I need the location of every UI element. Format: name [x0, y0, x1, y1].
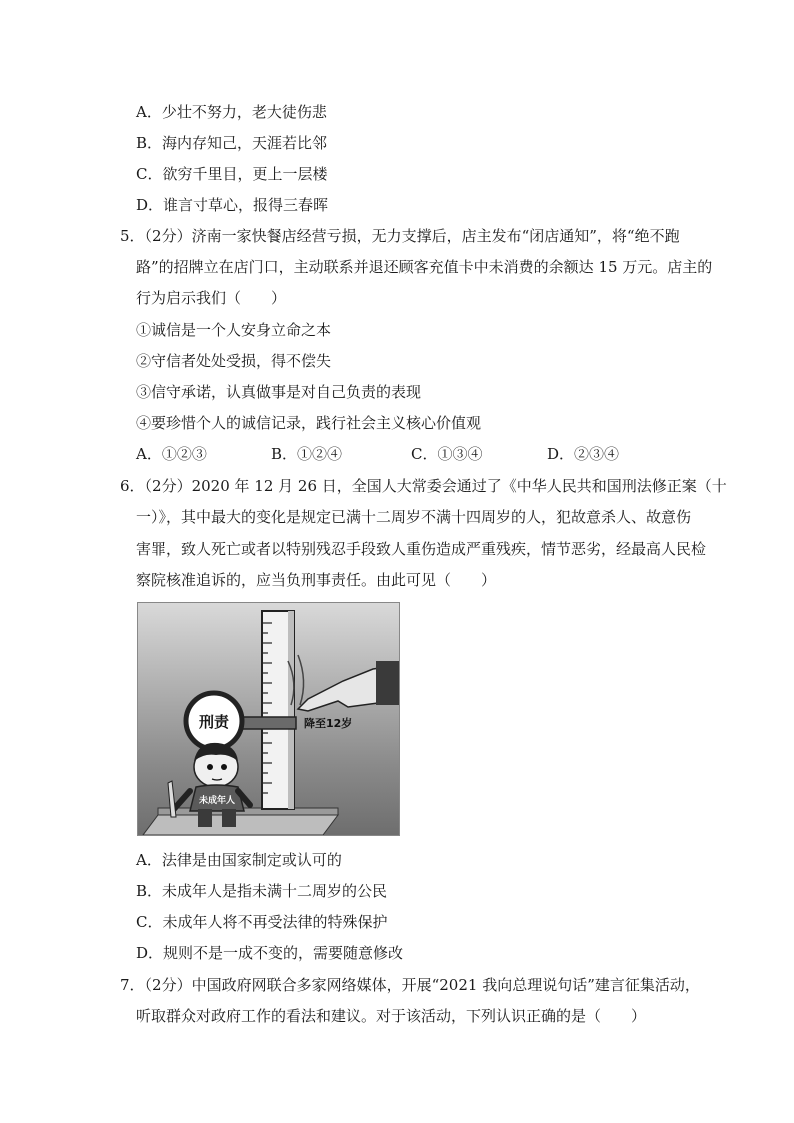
q5-option-a: A．①②③	[136, 445, 207, 463]
q7-stem-line-2: 听取群众对政府工作的看法和建议。对于该活动，下列认识正确的是（ ）	[136, 1007, 647, 1025]
badge-label: 刑责	[198, 713, 230, 731]
q5-stem-line-1: 5．（2分）济南一家快餐店经营亏损，无力支撑后，店主发布“闭店通知”，将“绝不跑	[120, 227, 680, 245]
shirt-label: 未成年人	[198, 796, 236, 806]
q7-stem-line-1: 7．（2分）中国政府网联合多家网络媒体，开展“2021 我向总理说句话”建言征集活动，	[120, 976, 700, 994]
q6-stem-line-4: 察院核准追诉的，应当负刑事责任。由此可见（ ）	[136, 571, 497, 589]
q6-stem-line-3: 害罪，致人死亡或者以特别残忍手段致人重伤造成严重残疾，情节恶劣，经最高人民检	[136, 540, 707, 558]
q6-option-d: D．规则不是一成不变的，需要随意修改	[136, 944, 404, 962]
q4-option-d: D．谁言寸草心，报得三春晖	[136, 196, 329, 214]
q5-stem-line-2: 路”的招牌立在店门口，主动联系并退还顾客充值卡中未消费的余额达 15 万元。店主的	[136, 258, 713, 276]
arrow-label: 降至12岁	[304, 717, 353, 730]
q6-option-b: B．未成年人是指未满十二周岁的公民	[136, 882, 388, 900]
q6-stem-line-2: 一）》，其中最大的变化是规定已满十二周岁不满十四周岁的人，犯故意杀人、故意伤	[136, 508, 692, 526]
q5-stem-line-3: 行为启示我们（ ）	[136, 289, 287, 307]
q4-option-c: C．欲穷千里目，更上一层楼	[136, 165, 328, 183]
q5-statement-1: ①诚信是一个人安身立命之本	[136, 321, 332, 339]
q5-option-b: B．①②④	[271, 445, 343, 463]
q5-statement-3: ③信守承诺，认真做事是对自己负责的表现	[136, 383, 422, 401]
q5-option-d: D．②③④	[547, 445, 620, 463]
q6-cartoon-figure	[137, 602, 400, 836]
q4-option-b: B．海内存知己，天涯若比邻	[136, 134, 328, 152]
q6-option-c: C．未成年人将不再受法律的特殊保护	[136, 913, 388, 931]
q5-statement-4: ④要珍惜个人的诚信记录，践行社会主义核心价值观	[136, 414, 482, 432]
q6-option-a: A．法律是由国家制定或认可的	[136, 851, 342, 869]
q5-option-c: C．①③④	[411, 445, 483, 463]
q5-statement-2: ②守信者处处受损，得不偿失	[136, 352, 332, 370]
q4-option-a: A．少壮不努力，老大徒伤悲	[136, 103, 327, 121]
cartoon-illustration	[138, 603, 399, 835]
q6-stem-line-1: 6．（2分）2020 年 12 月 26 日，全国人大常委会通过了《中华人民共和国刑法修正案（十	[120, 477, 727, 495]
